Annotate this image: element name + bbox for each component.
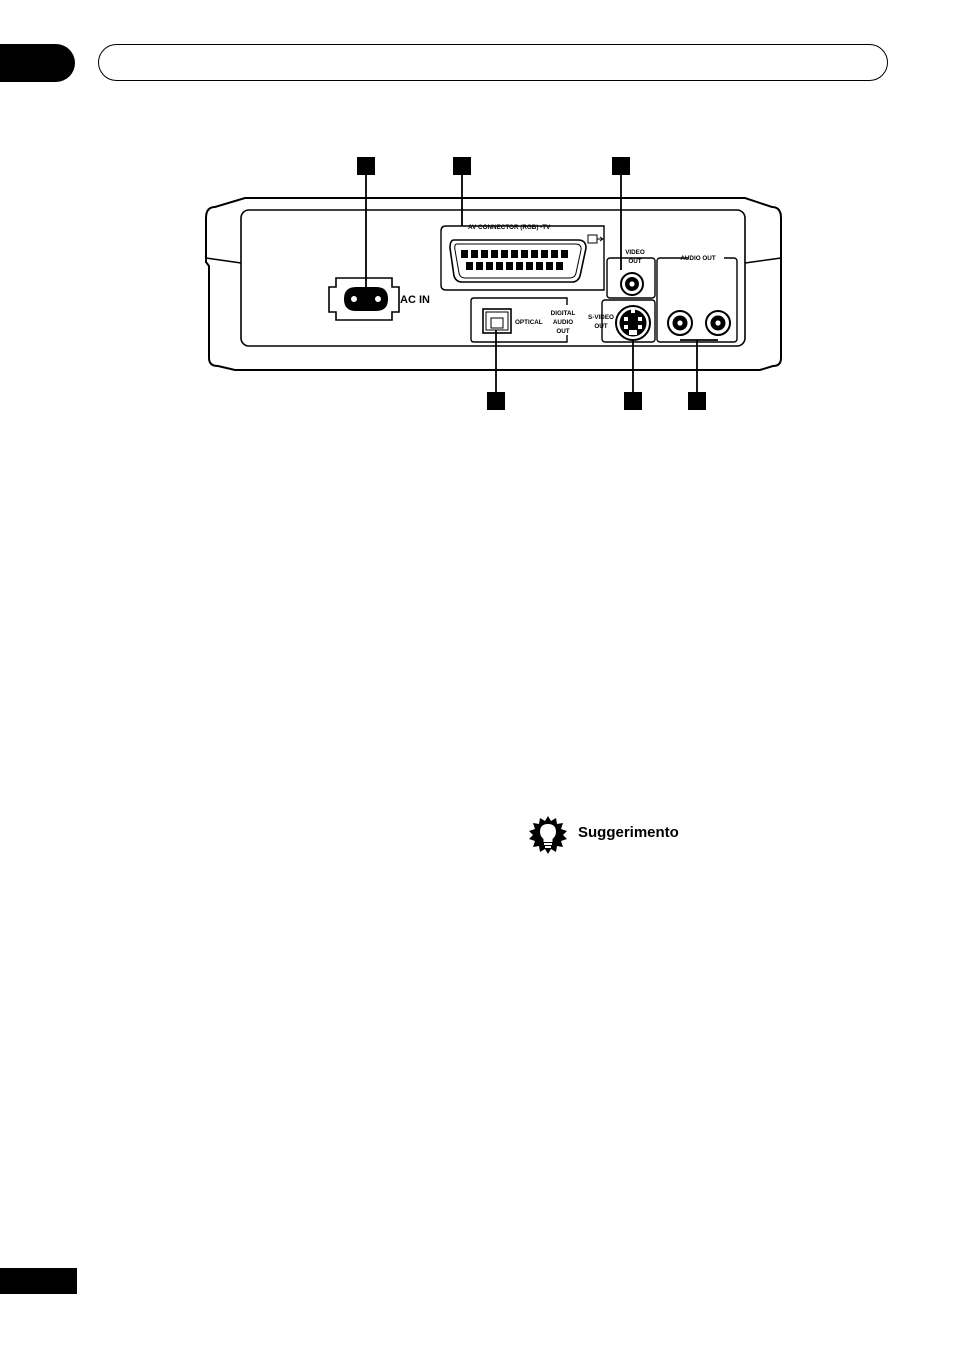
section-header-bar <box>98 44 888 81</box>
svideo-label-2: OUT <box>594 323 608 330</box>
chapter-tab <box>0 44 75 82</box>
av-connector-label: AV CONNECTOR (RGB) -TV <box>468 224 551 231</box>
lightbulb-icon <box>528 815 568 855</box>
callout-6 <box>688 392 706 410</box>
digital-label-2: AUDIO <box>552 319 574 326</box>
video-out-label-2: OUT <box>628 258 642 265</box>
page-number-tab <box>0 1268 77 1294</box>
digital-label-3: OUT <box>556 328 570 335</box>
optical-label: OPTICAL <box>515 319 543 326</box>
callout-4 <box>487 392 505 410</box>
rear-panel-figure <box>195 150 795 420</box>
tip-title: Suggerimento <box>578 824 679 841</box>
scart-socket <box>450 240 586 282</box>
callout-3 <box>612 157 630 175</box>
audio-out-label: AUDIO OUT <box>680 255 716 262</box>
ac-in-label: AC IN <box>400 294 430 306</box>
video-out-label-1: VIDEO <box>625 249 645 256</box>
rear-panel-diagram <box>195 150 795 420</box>
ac-socket <box>344 287 388 311</box>
callout-5 <box>624 392 642 410</box>
svideo-label-1: S-VIDEO <box>588 314 614 321</box>
callout-1 <box>357 157 375 175</box>
callout-leaders <box>366 175 718 392</box>
digital-label-1: DIGITAL <box>550 310 576 317</box>
callout-2 <box>453 157 471 175</box>
